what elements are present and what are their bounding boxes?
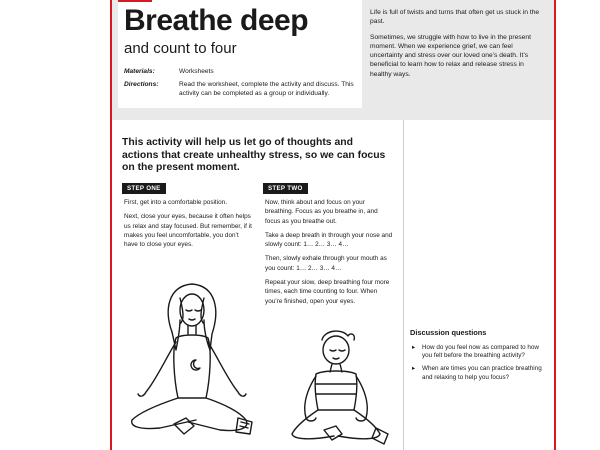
page-subtitle: and count to four [124,40,237,57]
triangle-bullet-icon: ▸ [412,365,416,373]
materials-value: Worksheets [179,68,214,75]
girl-meditating-illustration [120,280,270,450]
step-one-label: STEP ONE [122,183,166,194]
step-one-text [124,198,254,254]
discussion-item [410,344,550,360]
header-band [112,0,554,120]
boy-meditating-illustration [272,326,402,450]
page-title: Breathe deep [124,4,309,37]
directions-label: Directions: [124,81,159,88]
discussion-item [410,365,550,381]
step-one-paragraph-1: First, get into a comfortable position. [124,199,228,206]
intro-text [370,8,546,85]
step-two-label: STEP TWO [263,183,308,194]
step-two-text [265,198,393,311]
red-tab [118,0,152,2]
discussion-title: Discussion questions [410,328,487,337]
column-divider [403,120,404,450]
intro-paragraph-2: Sometimes, we struggle with how to live in the present moment. When we experience grief, we can feel uncertainty and stress over our loved one’s death. It’s beneficial to learn how to relax and release stress in healthy ways. [370,33,531,78]
triangle-bullet-icon: ▸ [412,344,416,351]
step-two-paragraph-2: Take a deep breath in through your nose and slowly count: 1… 2… 3… 4… [265,231,393,249]
step-two-paragraph-3: Then, slowly exhale through your mouth as you count: 1… 2… 3… 4… [265,255,387,272]
discussion-question-2: When are times you can practice breathing and relaxing to help you focus? [422,365,542,381]
worksheet-page [110,0,556,450]
discussion-list [410,344,550,387]
step-two-paragraph-1: Now, think about and focus on your breathing. Focus as you breathe in, and focus as you breathe out. [265,199,378,225]
directions-value: Read the worksheet, complete the activity and discuss. This activity can be completed as a group or individually. [179,81,354,97]
materials-label: Materials: [124,68,155,75]
intro-paragraph-1: Life is full of twists and turns that often get us stuck in the past. [370,9,540,26]
step-two-paragraph-4: Repeat your slow, deep breathing four more times, each time counting to four. When you’re finished, open your eyes. [265,279,390,305]
activity-headline: This activity will help us let go of thoughts and actions that create unhealthy stress, so we can focus on the present moment. [122,137,386,173]
discussion-question-1: How do you feel now as compared to how you felt before the breathing activity? [422,344,539,360]
step-one-paragraph-2: Next, close your eyes, because it often helps us relax and stay focused. But remember, if it makes you feel uncomfortable, you don’t have to close your eyes. [124,213,252,249]
